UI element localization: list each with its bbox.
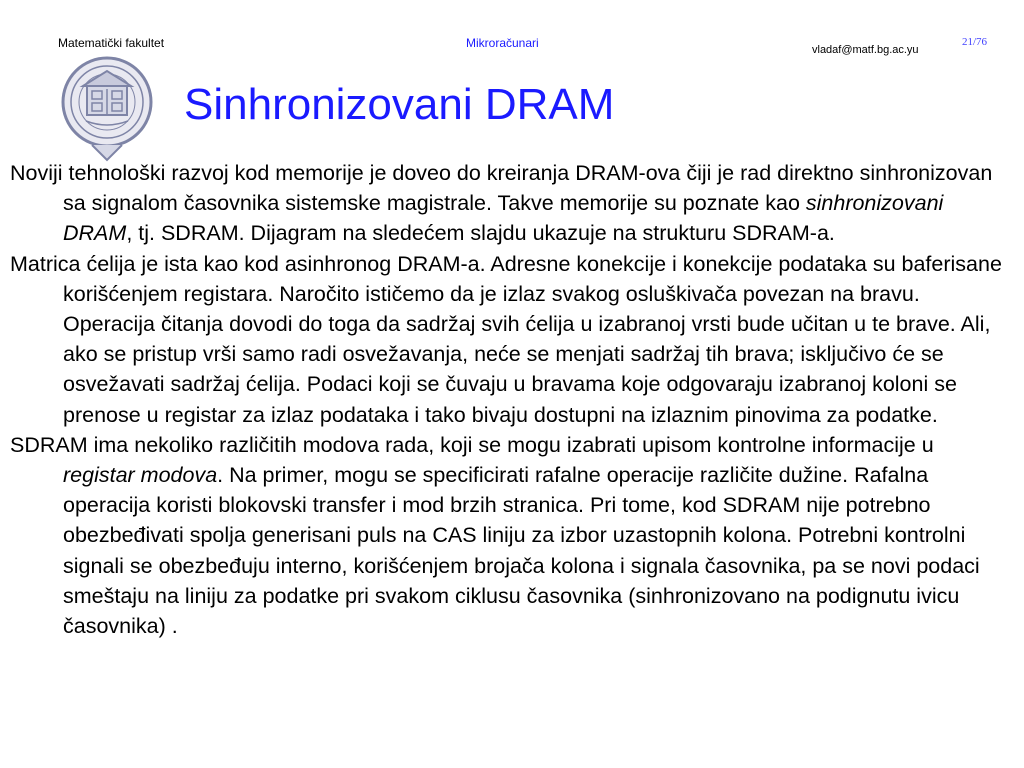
paragraph-text: , tj. SDRAM. Dijagram na sledećem slajdu ukazuje na strukturu SDRAM-a. — [126, 221, 835, 246]
header-email: vladaf@matf.bg.ac.yu — [812, 44, 919, 56]
paragraph-cell-matrix: Matrica ćelija je ista kao kod asinhronog DRAM-a. Adresne konekcije i konekcije podataka su baferisane korišćenjem registara. Naročito ističemo da je izlaz svakog osluškivača povezan na bravu. Operacija čitanja dovodi do toga da sadržaj svih ćelija u izabranoj vrsti bude učitan u te brave. Ali, ako se pristup vrši samo radi osvežavanja, neće se menjati sadržaj tih brava; isključivo će se osvežavati sadržaj ćelija. Podaci koji se čuvaju u bravama koje odgovaraju izabranoj koloni se prenose u registar za izlaz podataka i tako bivaju dostupni na izlaznim pinovima za podatke. — [10, 251, 1002, 427]
paragraph-text: Noviji tehnološki razvoj kod memorije je doveo do kreiranja DRAM-ova čiji je rad direktno sinhronizovan sa signalom časovnika sistemske magistrale. Takve memorije su poznate kao — [10, 161, 993, 216]
emphasized-term: registar modova — [63, 463, 218, 488]
emphasized-term: sinhronizovani DRAM — [63, 191, 944, 246]
header-course: Mikroračunari — [466, 36, 539, 50]
faculty-seal-logo — [56, 55, 158, 163]
page-number: 21/76 — [962, 36, 988, 48]
paragraph-sdram-modes — [10, 430, 1010, 641]
slide-title: Sinhronizovani DRAM — [184, 80, 615, 129]
header-institution: Matematički fakultet — [58, 36, 165, 50]
paragraph-text: . Na primer, mogu se specificirati rafalne operacije različite dužine. Rafalna operacija koristi blokovski transfer i mod brzih stranica. Pri tome, kod SDRAM nije potrebno obezbeđivati spolja generisani puls na CAS liniju za izbor uzastopnih kolona. Potrebni kontrolni signali se obezbeđuju interno, korišćenjem brojača kolona i signala časovnika, pa se novi podaci smeštaju na liniju za podatke pri svakom ciklusu časovnika (sinhronizovano na podignutu ivicu časovnika) . — [63, 463, 980, 639]
paragraph-text: SDRAM ima nekoliko različitih modova rada, koji se mogu izabrati upisom kontrolne informacije u — [10, 432, 934, 457]
slide-body — [10, 158, 1010, 641]
paragraph-sdram-intro — [10, 158, 1010, 249]
